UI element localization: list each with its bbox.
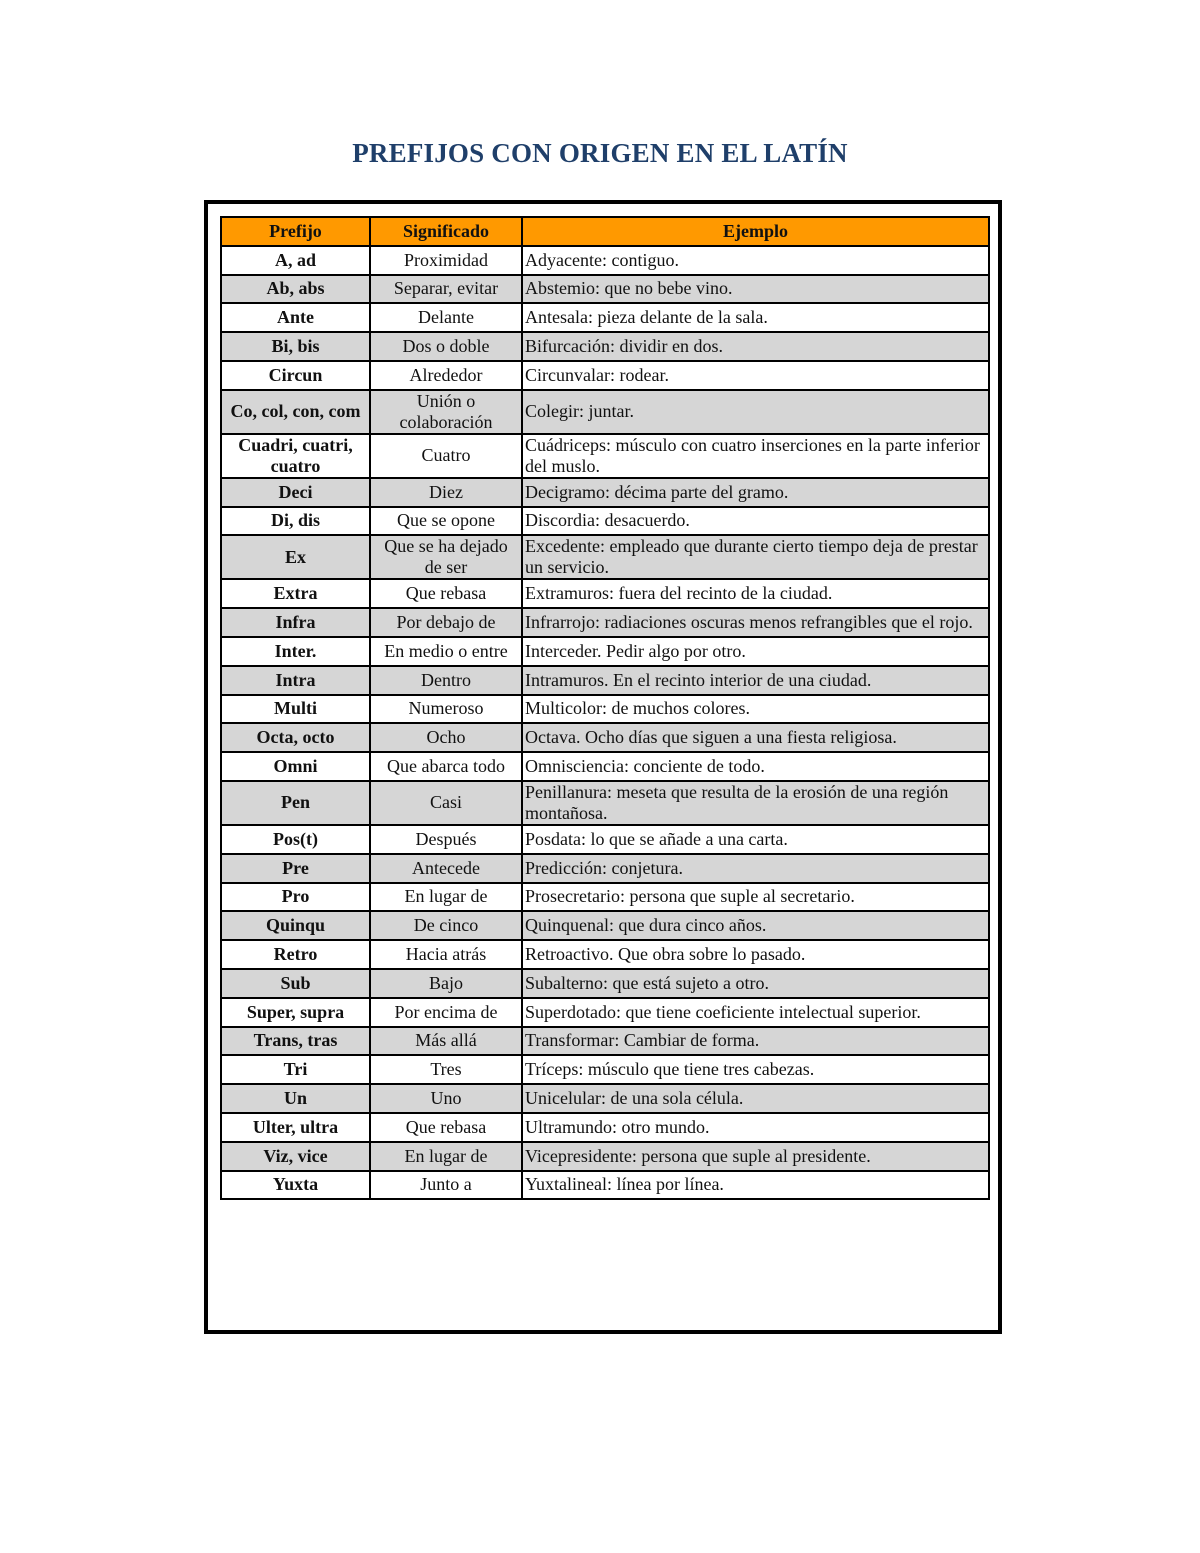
meaning-cell: Delante — [370, 303, 522, 332]
table-row — [221, 303, 989, 332]
table-row — [221, 752, 989, 781]
meaning-cell: En medio o entre — [370, 637, 522, 666]
prefix-cell: Viz, vice — [221, 1142, 370, 1171]
meaning-cell: Uno — [370, 1084, 522, 1113]
meaning-cell: Diez — [370, 478, 522, 507]
prefix-cell: Pen — [221, 781, 370, 825]
header-prefijo: Prefijo — [221, 217, 370, 246]
meaning-cell: Casi — [370, 781, 522, 825]
prefix-cell: Trans, tras — [221, 1027, 370, 1056]
meaning-cell: Por encima de — [370, 998, 522, 1027]
table-row — [221, 1113, 989, 1142]
example-cell: Extramuros: fuera del recinto de la ciudad. — [522, 579, 989, 608]
meaning-cell: Ocho — [370, 723, 522, 752]
example-cell: Bifurcación: dividir en dos. — [522, 332, 989, 361]
meaning-cell: Proximidad — [370, 246, 522, 275]
table-row — [221, 608, 989, 637]
prefix-cell: Omni — [221, 752, 370, 781]
prefix-cell: Pro — [221, 883, 370, 912]
table-row — [221, 940, 989, 969]
meaning-cell: Que rebasa — [370, 579, 522, 608]
example-cell: Retroactivo. Que obra sobre lo pasado. — [522, 940, 989, 969]
example-cell: Transformar: Cambiar de forma. — [522, 1027, 989, 1056]
meaning-cell: Que abarca todo — [370, 752, 522, 781]
header-ejemplo: Ejemplo — [522, 217, 989, 246]
example-cell: Discordia: desacuerdo. — [522, 507, 989, 536]
example-cell: Infrarrojo: radiaciones oscuras menos refrangibles que el rojo. — [522, 608, 989, 637]
example-cell: Interceder. Pedir algo por otro. — [522, 637, 989, 666]
prefix-cell: Ex — [221, 535, 370, 579]
prefix-cell: Ulter, ultra — [221, 1113, 370, 1142]
meaning-cell: Bajo — [370, 969, 522, 998]
meaning-cell: De cinco — [370, 911, 522, 940]
prefix-cell: Pre — [221, 854, 370, 883]
table-row — [221, 883, 989, 912]
prefix-cell: Deci — [221, 478, 370, 507]
prefix-cell: Octa, octo — [221, 723, 370, 752]
meaning-cell: Tres — [370, 1055, 522, 1084]
example-cell: Abstemio: que no bebe vino. — [522, 275, 989, 304]
example-cell: Tríceps: músculo que tiene tres cabezas. — [522, 1055, 989, 1084]
table-row — [221, 781, 989, 825]
table-row — [221, 1084, 989, 1113]
table-header-row — [221, 217, 989, 246]
prefix-cell: Intra — [221, 666, 370, 695]
prefix-cell: Extra — [221, 579, 370, 608]
example-cell: Superdotado: que tiene coeficiente intelectual superior. — [522, 998, 989, 1027]
meaning-cell: Dentro — [370, 666, 522, 695]
table-row — [221, 535, 989, 579]
example-cell: Subalterno: que está sujeto a otro. — [522, 969, 989, 998]
example-cell: Quinquenal: que dura cinco años. — [522, 911, 989, 940]
table-row — [221, 1171, 989, 1200]
prefixes-table — [220, 216, 990, 1200]
example-cell: Penillanura: meseta que resulta de la erosión de una región montañosa. — [522, 781, 989, 825]
example-cell: Intramuros. En el recinto interior de una ciudad. — [522, 666, 989, 695]
table-row — [221, 361, 989, 390]
meaning-cell: Por debajo de — [370, 608, 522, 637]
example-cell: Vicepresidente: persona que suple al presidente. — [522, 1142, 989, 1171]
example-cell: Ultramundo: otro mundo. — [522, 1113, 989, 1142]
meaning-cell: Dos o doble — [370, 332, 522, 361]
table-row — [221, 1142, 989, 1171]
example-cell: Posdata: lo que se añade a una carta. — [522, 825, 989, 854]
meaning-cell: Más allá — [370, 1027, 522, 1056]
prefix-cell: Cuadri, cuatri, cuatro — [221, 434, 370, 478]
table-row — [221, 911, 989, 940]
table-row — [221, 246, 989, 275]
meaning-cell: Separar, evitar — [370, 275, 522, 304]
table-row — [221, 332, 989, 361]
meaning-cell: Alrededor — [370, 361, 522, 390]
table-row — [221, 998, 989, 1027]
example-cell: Yuxtalineal: línea por línea. — [522, 1171, 989, 1200]
table-row — [221, 275, 989, 304]
prefix-cell: Un — [221, 1084, 370, 1113]
prefix-cell: Yuxta — [221, 1171, 370, 1200]
example-cell: Predicción: conjetura. — [522, 854, 989, 883]
meaning-cell: En lugar de — [370, 1142, 522, 1171]
meaning-cell: En lugar de — [370, 883, 522, 912]
example-cell: Antesala: pieza delante de la sala. — [522, 303, 989, 332]
prefix-cell: Infra — [221, 608, 370, 637]
example-cell: Multicolor: de muchos colores. — [522, 695, 989, 724]
table-row — [221, 390, 989, 434]
table-row — [221, 507, 989, 536]
meaning-cell: Que se opone — [370, 507, 522, 536]
prefix-cell: Tri — [221, 1055, 370, 1084]
example-cell: Colegir: juntar. — [522, 390, 989, 434]
table-row — [221, 478, 989, 507]
table-row — [221, 825, 989, 854]
prefix-cell: Sub — [221, 969, 370, 998]
meaning-cell: Cuatro — [370, 434, 522, 478]
table-row — [221, 637, 989, 666]
prefix-cell: Inter. — [221, 637, 370, 666]
prefix-cell: Ab, abs — [221, 275, 370, 304]
table-row — [221, 666, 989, 695]
table-frame — [204, 200, 1002, 1334]
table-row — [221, 1055, 989, 1084]
meaning-cell: Numeroso — [370, 695, 522, 724]
table-row — [221, 579, 989, 608]
example-cell: Cuádriceps: músculo con cuatro inserciones en la parte inferior del muslo. — [522, 434, 989, 478]
table-row — [221, 695, 989, 724]
table-row — [221, 723, 989, 752]
prefix-cell: A, ad — [221, 246, 370, 275]
table-row — [221, 434, 989, 478]
meaning-cell: Que se ha dejado de ser — [370, 535, 522, 579]
example-cell: Unicelular: de una sola célula. — [522, 1084, 989, 1113]
example-cell: Octava. Ocho días que siguen a una fiesta religiosa. — [522, 723, 989, 752]
prefix-cell: Bi, bis — [221, 332, 370, 361]
page-title: PREFIJOS CON ORIGEN EN EL LATÍN — [352, 138, 848, 168]
header-significado: Significado — [370, 217, 522, 246]
prefix-cell: Co, col, con, com — [221, 390, 370, 434]
example-cell: Prosecretario: persona que suple al secretario. — [522, 883, 989, 912]
prefix-cell: Multi — [221, 695, 370, 724]
example-cell: Excedente: empleado que durante cierto tiempo deja de prestar un servicio. — [522, 535, 989, 579]
table-row — [221, 1027, 989, 1056]
prefix-cell: Retro — [221, 940, 370, 969]
meaning-cell: Después — [370, 825, 522, 854]
prefix-cell: Pos(t) — [221, 825, 370, 854]
meaning-cell: Junto a — [370, 1171, 522, 1200]
meaning-cell: Unión o colaboración — [370, 390, 522, 434]
table-row — [221, 969, 989, 998]
prefix-cell: Ante — [221, 303, 370, 332]
meaning-cell: Hacia atrás — [370, 940, 522, 969]
prefix-cell: Circun — [221, 361, 370, 390]
example-cell: Decigramo: décima parte del gramo. — [522, 478, 989, 507]
prefix-cell: Di, dis — [221, 507, 370, 536]
example-cell: Omnisciencia: conciente de todo. — [522, 752, 989, 781]
prefix-cell: Quinqu — [221, 911, 370, 940]
meaning-cell: Antecede — [370, 854, 522, 883]
table-row — [221, 854, 989, 883]
example-cell: Circunvalar: rodear. — [522, 361, 989, 390]
meaning-cell: Que rebasa — [370, 1113, 522, 1142]
example-cell: Adyacente: contiguo. — [522, 246, 989, 275]
prefix-cell: Super, supra — [221, 998, 370, 1027]
